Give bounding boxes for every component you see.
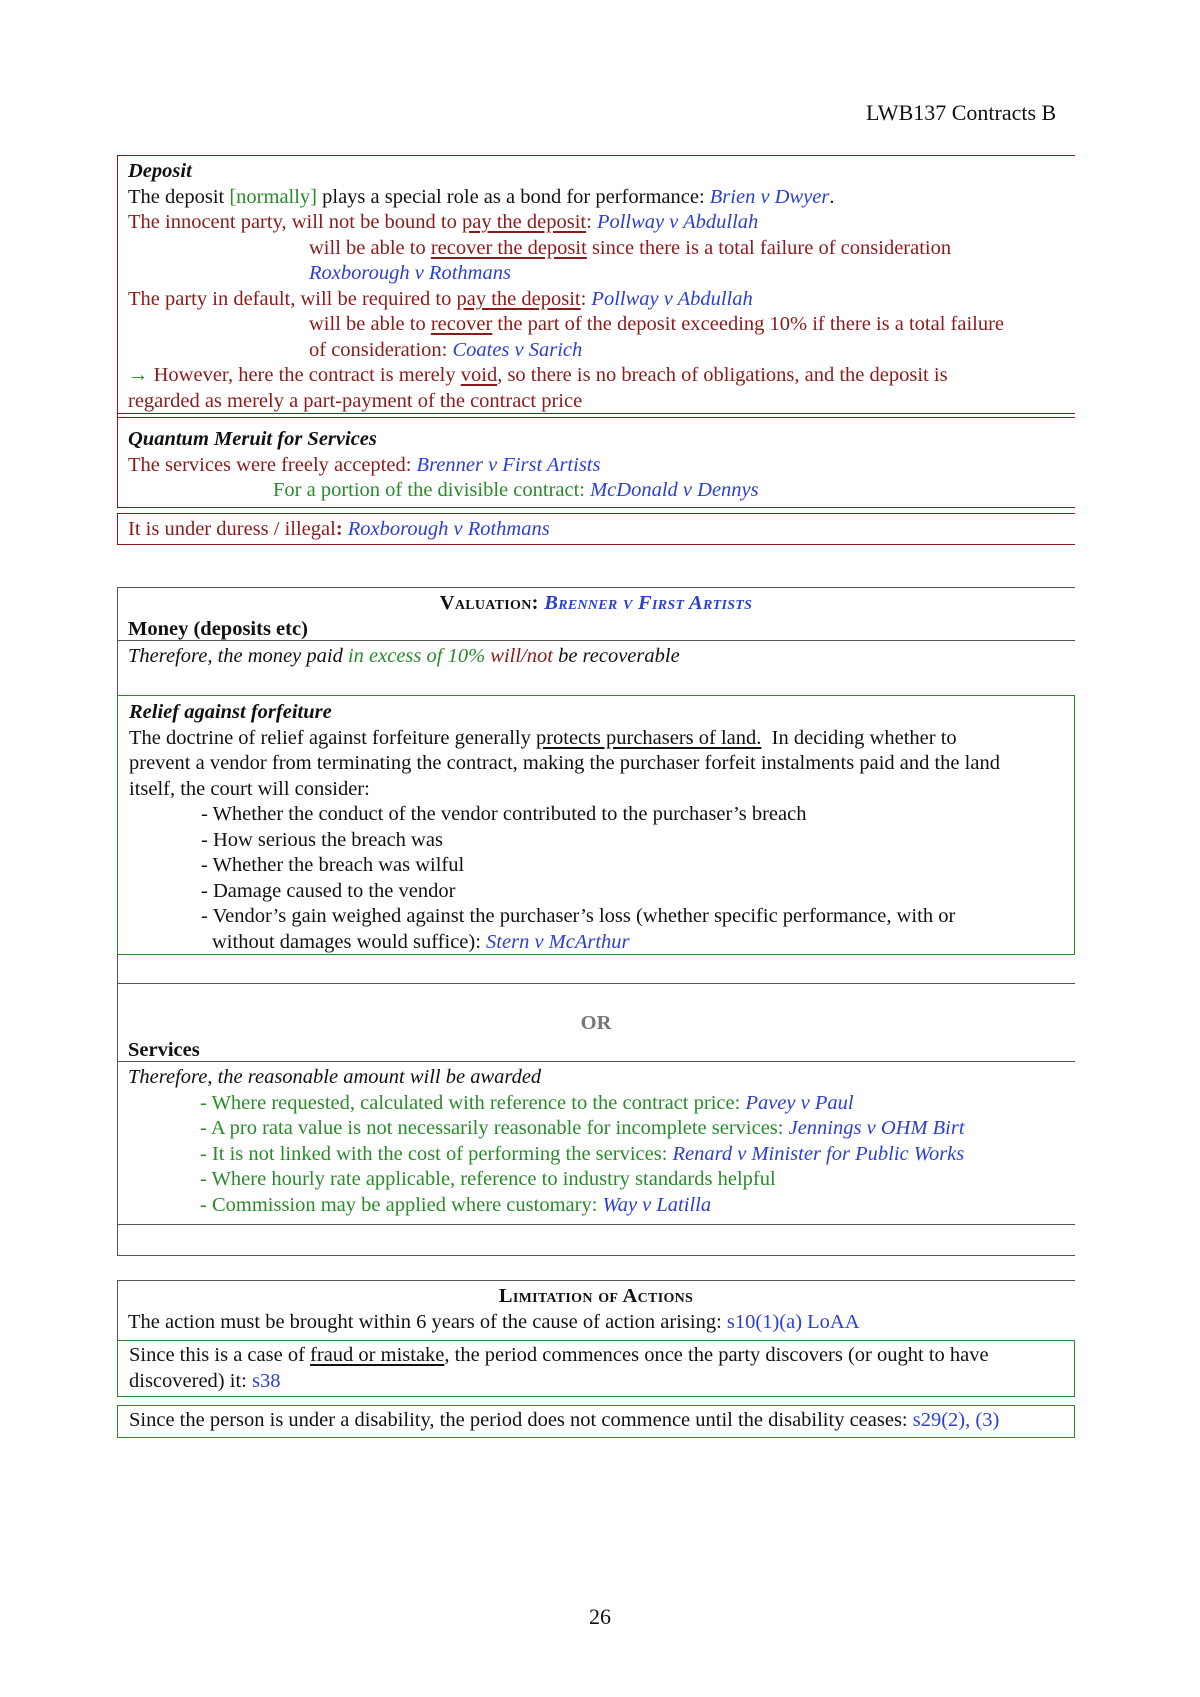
disability-box (117, 1405, 1075, 1438)
fraud-line (129, 1343, 1063, 1369)
case-citation: Renard v Minister for Public Works (672, 1142, 965, 1165)
relief-paragraph: prevent a vendor from terminating the contract, making the purchaser forfeit instalments paid and the land (129, 752, 1000, 774)
statute-reference: s38 (251, 1369, 281, 1392)
list-item: - Whether the breach was wilful (201, 854, 465, 876)
underlined-text: fraud or mistake (310, 1344, 445, 1366)
deposit-title: Deposit (128, 160, 192, 182)
divider (117, 507, 1075, 508)
text: : (586, 211, 597, 233)
divider (117, 640, 1075, 641)
text: - Where hourly rate applicable, reference to industry standards helpful (200, 1168, 776, 1190)
text: . (829, 185, 835, 208)
text: Since this is a case of (129, 1344, 311, 1366)
list-item: - Damage caused to the vendor (201, 879, 456, 902)
case-citation: McDonald v Dennys (590, 479, 759, 501)
text: Since the person is under a disability, the period does not commence until the disability ceases: (129, 1409, 913, 1431)
fraud-line (129, 1369, 1063, 1395)
text: without damages would suffice): (212, 930, 487, 953)
divider (117, 1224, 1075, 1225)
quantum-title: Quantum Meruit for Services (128, 428, 377, 450)
divider (117, 513, 118, 544)
or-label: OR (580, 1012, 612, 1034)
however-line: regarded as merely a part-payment of the contract price (128, 389, 583, 412)
services-intro: Therefore, the reasonable amount will be awarded (128, 1066, 542, 1088)
list-item (128, 1091, 1068, 1117)
case-citation: Brenner v First Artists (416, 453, 601, 476)
deposit-section (128, 159, 1068, 414)
list-item (128, 1193, 1068, 1219)
quantum-line (128, 478, 1068, 504)
relief-forfeiture-box (117, 695, 1075, 955)
list-item: - Vendor’s gain weighed against the purchaser’s loss (whether specific performance, with or (201, 905, 956, 927)
list-item: - How serious the breach was (201, 828, 443, 851)
underlined-text: pay the deposit (456, 287, 581, 310)
text: For a portion of the divisible contract: (273, 479, 591, 501)
innocent-party-line (128, 261, 1068, 287)
divider (117, 413, 1075, 414)
text: in excess of 10% (347, 645, 486, 667)
divider (117, 983, 1075, 984)
divider (117, 417, 118, 507)
text: will/not (485, 645, 553, 667)
divider (117, 1280, 1075, 1281)
divider (117, 587, 1075, 588)
text: The party in default, will be required to (128, 287, 457, 310)
default-party-line (128, 312, 1068, 338)
divider (117, 1061, 1075, 1062)
money-line (128, 644, 680, 670)
text: - Where requested, calculated with reference to the contract price: (200, 1091, 746, 1114)
text: The action must be brought within 6 years of the cause of action arising: (128, 1311, 727, 1333)
running-header: LWB137 Contracts B (866, 100, 1057, 125)
text: of consideration: (309, 338, 453, 361)
case-citation: Stern v McArthur (486, 930, 630, 953)
text: In deciding whether to (761, 726, 957, 749)
default-party-line (128, 338, 1068, 364)
statute-reference: s29(2), (3) (912, 1409, 1000, 1431)
page-number: 26 (589, 1604, 611, 1629)
text: the part of the deposit exceeding 10% if there is a total failure (492, 313, 1005, 335)
heading-text: Limitation of Actions (498, 1285, 694, 1307)
text: discovered) it: (129, 1369, 252, 1392)
text: , so there is no breach of obligations, and the deposit is (497, 364, 948, 386)
default-party-line (128, 287, 1068, 313)
underlined-text: protects purchasers of land. (535, 726, 762, 749)
limitation-heading (117, 1284, 1075, 1310)
list-item (128, 1116, 1068, 1142)
case-citation: Pollway v Abdullah (596, 211, 759, 233)
underlined-text: pay the deposit (462, 211, 587, 233)
quantum-meruit-section (128, 427, 1068, 504)
text: be recoverable (552, 645, 680, 667)
text: - Commission may be applied where customary: (200, 1193, 603, 1216)
quantum-line (128, 453, 1068, 479)
case-citation: Brien v Dwyer (709, 185, 830, 208)
case-citation: Brenner v First Artists (544, 592, 753, 614)
text: - It is not linked with the cost of performing the services: (200, 1142, 673, 1165)
text: will be able to (309, 313, 431, 335)
text: since there is a total failure of consideration (586, 236, 952, 259)
text: , the period commences once the party discovers (or ought to have (444, 1344, 989, 1366)
fraud-mistake-box (117, 1340, 1075, 1397)
innocent-party-line (128, 236, 1068, 262)
text: It is under duress / illegal (128, 518, 336, 540)
underlined-text: recover (430, 313, 493, 335)
list-item (128, 1142, 1068, 1168)
text: plays a special role as a bond for performance: (317, 185, 710, 208)
divider (117, 417, 1075, 418)
statute-reference: s10(1)(a) LoAA (726, 1311, 860, 1333)
text: The innocent party, will not be bound to (128, 211, 463, 233)
annotation: [normally] (229, 185, 318, 208)
underlined-text: recover the deposit (430, 236, 587, 259)
list-item (129, 930, 1063, 956)
list-item (128, 1167, 1068, 1193)
case-citation: Pavey v Paul (745, 1091, 854, 1114)
text: - A pro rata value is not necessarily reasonable for incomplete services: (200, 1117, 789, 1139)
arrow-icon: → (128, 364, 149, 386)
divider (117, 155, 1075, 156)
limitation-line (128, 1310, 860, 1336)
text: will be able to (309, 236, 431, 259)
deposit-line (128, 185, 1068, 211)
divider (117, 513, 1075, 514)
case-citation: Jennings v OHM Birt (788, 1117, 965, 1139)
list-item: - Whether the conduct of the vendor contributed to the purchaser’s breach (201, 803, 807, 825)
divider (117, 1255, 1075, 1256)
disability-line (129, 1406, 1063, 1434)
relief-paragraph: itself, the court will consider: (129, 777, 370, 800)
duress-line (128, 517, 550, 543)
text: : (580, 287, 592, 310)
text: : (335, 518, 343, 540)
divider (117, 155, 118, 417)
money-title: Money (deposits etc) (128, 618, 308, 640)
divider (117, 544, 1075, 545)
case-citation: Roxborough v Rothmans (309, 262, 511, 284)
text: The deposit (128, 185, 230, 208)
text: Therefore, the money paid (128, 645, 348, 667)
underlined-text: void (460, 364, 498, 386)
heading-text: Valuation: (439, 592, 545, 614)
case-citation: Roxborough v Rothmans (342, 518, 550, 540)
case-citation: Coates v Sarich (452, 338, 583, 361)
case-citation: Pollway v Abdullah (591, 287, 753, 310)
however-line (128, 363, 1068, 389)
relief-paragraph (129, 726, 1063, 752)
text: The doctrine of relief against forfeiture generally (129, 726, 536, 749)
text: However, here the contract is merely (148, 364, 461, 386)
services-section (128, 1065, 1068, 1218)
innocent-party-line (128, 210, 1068, 236)
text: The services were freely accepted: (128, 453, 417, 476)
case-citation: Way v Latilla (602, 1193, 712, 1216)
services-title: Services (128, 1039, 200, 1061)
valuation-heading (117, 591, 1075, 617)
relief-title: Relief against forfeiture (129, 701, 332, 723)
